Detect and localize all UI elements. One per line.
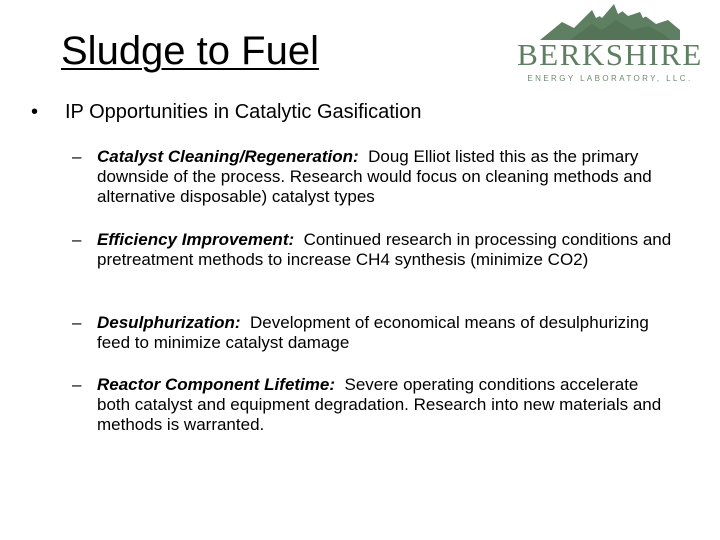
subpoint-text: Severe operating conditions accelerate both catalyst and equipment degradation. Research into new materials and methods is warranted.: [97, 375, 662, 434]
subpoint-item: [72, 375, 672, 435]
berkshire-logo: [510, 0, 710, 92]
subpoint-lead: Catalyst Cleaning/Regeneration:: [97, 147, 359, 166]
slide-title: Sludge to Fuel: [61, 29, 319, 73]
logo-tagline: ENERGY LABORATORY, LLC.: [527, 74, 693, 83]
main-bullet: [31, 99, 421, 125]
subpoint-dash: –: [72, 147, 82, 166]
subpoint-text: Continued research in processing conditions and pretreatment methods to increase CH4 synthesis (minimize CO2): [97, 230, 672, 269]
subpoint-text: Doug Elliot listed this as the primary downside of the process. Research would focus on cleaning methods and alternative disposable) catalyst types: [97, 147, 652, 206]
subpoint-dash: –: [72, 375, 82, 394]
logo-brand-text: BERKSHIRE: [517, 37, 703, 72]
subpoint-item: [72, 313, 672, 353]
subpoint-text: Development of economical means of desulphurizing feed to minimize catalyst damage: [97, 313, 649, 352]
subpoint-lead: Desulphurization:: [97, 313, 241, 332]
mountain-peaks-icon: [540, 0, 680, 40]
subpoint-item: [72, 147, 672, 207]
subpoint-dash: –: [72, 313, 82, 332]
subpoint-dash: –: [72, 230, 82, 249]
bullet-marker: •: [31, 101, 39, 123]
subpoint-item: [72, 230, 672, 270]
subpoint-lead: Efficiency Improvement:: [97, 230, 295, 249]
main-bullet-text: IP Opportunities in Catalytic Gasification: [65, 101, 422, 123]
subpoint-lead: Reactor Component Lifetime:: [97, 375, 336, 394]
